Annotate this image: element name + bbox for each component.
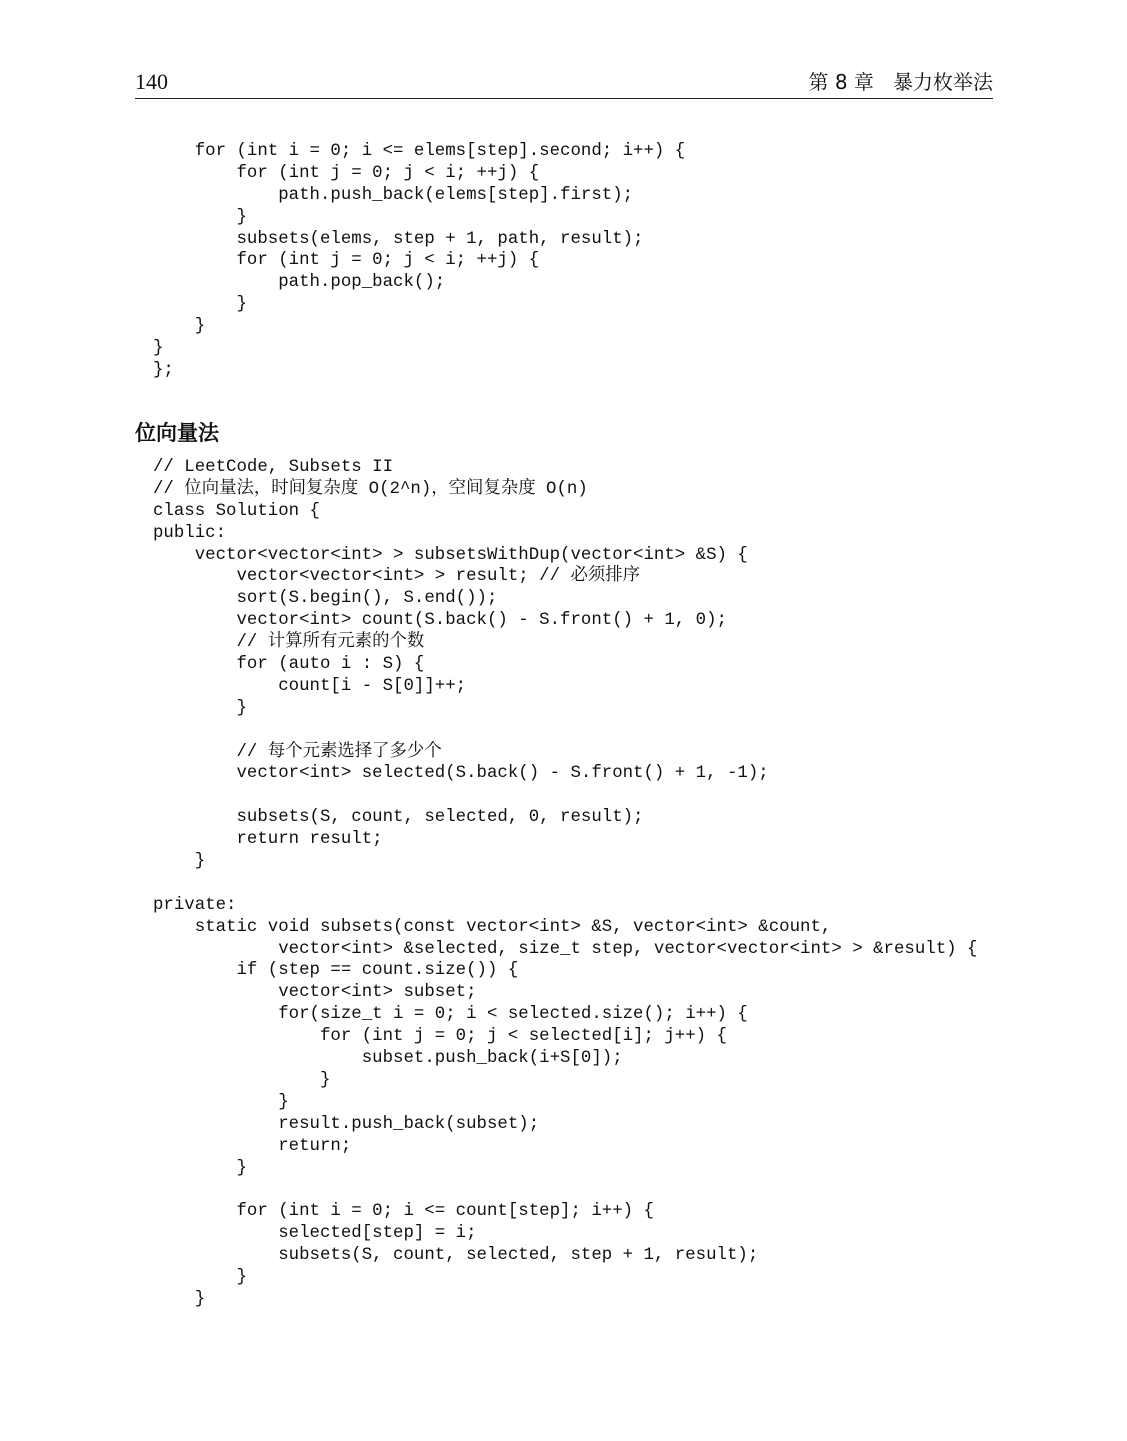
code-line: subsets(S, count, selected, 0, result);: [153, 808, 644, 828]
code-line: count[i - S[0]]++;: [153, 676, 467, 696]
code-line: for (int i = 0; i <= count[step]; i++) {: [153, 1202, 654, 1222]
code-line: vector<int> &selected, size_t step, vector<vector<int> > &result) {: [153, 939, 978, 959]
code-line: [153, 785, 977, 807]
code-line: }: [153, 1267, 247, 1287]
code-line: }: [153, 1070, 331, 1090]
code-line: vector<vector<int> > subsetsWithDup(vector<int> &S) {: [153, 545, 748, 565]
code-line: vector<int> count(S.back() - S.front() + 1, 0);: [153, 611, 727, 631]
chapter-title: 第 8 章 暴力枚举法: [808, 70, 993, 94]
code-line: subset.push_back(i+S[0]);: [153, 1049, 623, 1069]
code-line: // 每个元素选择了多少个: [153, 742, 442, 762]
code-line: }: [153, 339, 164, 359]
code-line: selected[step] = i;: [153, 1224, 477, 1244]
code-line: // 位向量法，时间复杂度 O(2^n)，空间复杂度 O(n): [153, 479, 588, 499]
code-line: // 计算所有元素的个数: [153, 633, 425, 653]
code-line: if (step == count.size()) {: [153, 961, 519, 981]
code-line: private:: [153, 895, 237, 915]
code-line: sort(S.begin(), S.end());: [153, 589, 498, 609]
code-line: [153, 1179, 977, 1201]
code-line: path.pop_back();: [153, 273, 446, 293]
code-line: };: [153, 360, 174, 380]
code-line: return;: [153, 1136, 352, 1156]
code-line: vector<vector<int> > result; // 必须排序: [153, 567, 641, 587]
code-line: }: [153, 317, 206, 337]
code-line: result.push_back(subset);: [153, 1114, 540, 1134]
code-line: }: [153, 207, 247, 227]
code-line: for (int j = 0; j < selected[i]; j++) {: [153, 1027, 727, 1047]
code-line: for (int j = 0; j < i; ++j) {: [153, 163, 540, 183]
code-line: for(size_t i = 0; i < selected.size(); i++) {: [153, 1005, 748, 1025]
code-line: // LeetCode, Subsets II: [153, 458, 394, 477]
section-heading: 位向量法: [135, 421, 219, 445]
code-line: [153, 720, 977, 742]
code-line: subsets(S, count, selected, step + 1, result);: [153, 1246, 759, 1266]
code-line: vector<int> subset;: [153, 983, 477, 1003]
code-listing-top: [153, 141, 685, 382]
code-line: class Solution {: [153, 501, 320, 521]
code-line: return result;: [153, 830, 383, 850]
code-line: }: [153, 1289, 206, 1309]
page-number: 140: [135, 69, 168, 94]
code-line: for (int j = 0; j < i; ++j) {: [153, 251, 540, 271]
code-line: }: [153, 1092, 289, 1112]
code-line: subsets(elems, step + 1, path, result);: [153, 229, 644, 249]
code-listing-bottom: [153, 457, 977, 1311]
code-line: for (int i = 0; i <= elems[step].second; i++) {: [153, 142, 686, 161]
code-line: [153, 873, 977, 895]
page-header: [135, 66, 993, 99]
code-line: }: [153, 698, 247, 718]
code-line: vector<int> selected(S.back() - S.front() + 1, -1);: [153, 764, 769, 784]
code-line: }: [153, 1158, 247, 1178]
code-line: }: [153, 852, 206, 872]
code-line: public:: [153, 523, 227, 543]
code-line: }: [153, 295, 247, 315]
code-line: static void subsets(const vector<int> &S, vector<int> &count,: [153, 917, 832, 937]
code-line: for (auto i : S) {: [153, 655, 425, 675]
code-line: path.push_back(elems[step].first);: [153, 185, 634, 205]
